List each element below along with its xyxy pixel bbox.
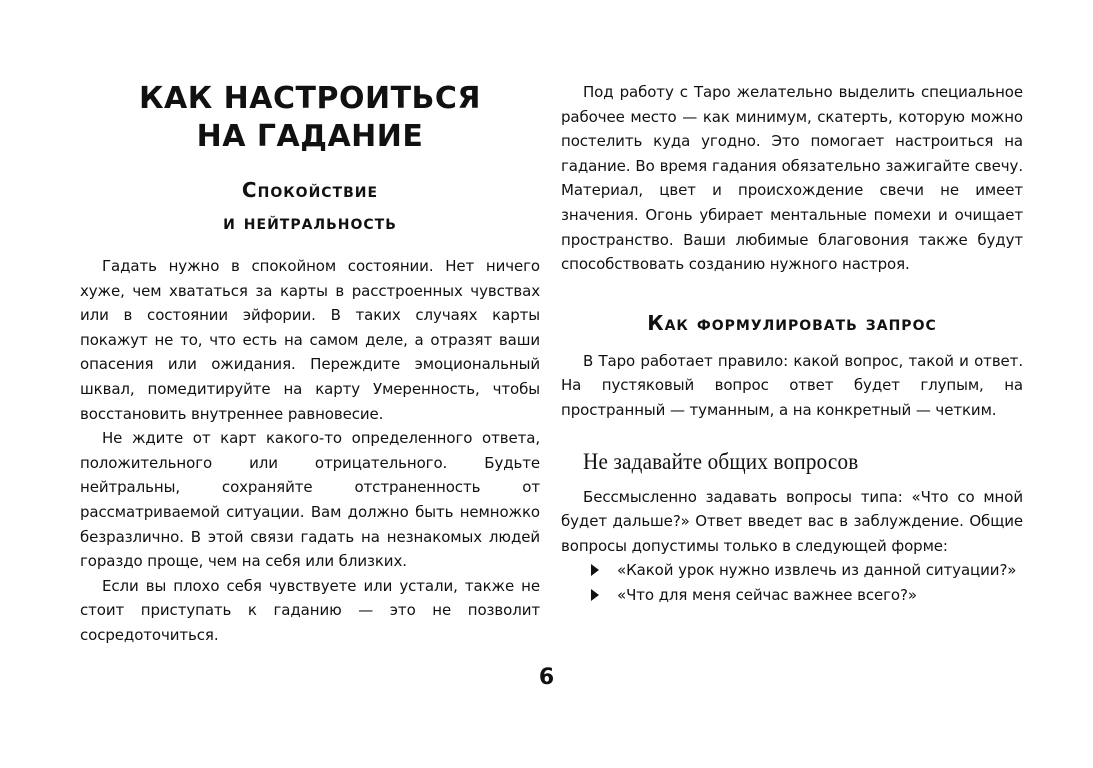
section-heading-query [561, 307, 1023, 339]
paragraph-general-questions: Бессмысленно задавать вопросы типа: «Что со мной будет дальше?» Ответ введет вас в заблуждение. Общие вопросы допустимы только в следующей форме: [561, 487, 1023, 555]
right-column [561, 80, 1023, 608]
triangle-bullet-icon [591, 564, 599, 576]
paragraph-calm-2: Не ждите от карт какого-то определенного ответа, положительного или отрицательного. Будьте нейтральны, сохраняйте отстраненность от рассматриваемой ситуации. Вам должно быть немножко безразлично. В этой связи гадать на незнакомых людей гораздо проще, чем на себя или близких. [80, 429, 540, 571]
list-item-text: «Что для меня сейчас важнее всего?» [617, 585, 917, 604]
section-heading-calm-line1: Спокойствие [241, 178, 379, 202]
paragraph-calm-1: Гадать нужно в спокойном состоянии. Нет ничего хуже, чем хвататься за карты в расстроенных чувствах или в состоянии эйфории. В таких случаях карты покажут не то, что есть на самом деле, а отразят ваши опасения или ожидания. Переждите эмоциональный шквал, помедитируйте на карту Умеренность, чтобы восстановить внутреннее равновесие. [80, 257, 540, 423]
list-item [561, 583, 1023, 608]
question-list [561, 558, 1023, 607]
chapter-title-line1: КАК НАСТРОИТЬСЯ [138, 81, 482, 116]
left-column [80, 70, 540, 648]
triangle-bullet-icon [591, 589, 599, 601]
paragraph-workplace: Под работу с Таро желательно выделить специальное рабочее место — как минимум, скатерть, которую можно постелить куда угодно. Это помогает настроиться на гадание. Во время гадания обязательно зажигайте свечу. Материал, цвет и происхождение свечи не имеет значения. Огонь убирает ментальные помехи и очищает пространство. Ваши любимые благовония также будут способствовать созданию нужного настроя. [561, 83, 1023, 274]
list-item-text: «Какой урок нужно извлечь из данной ситуации?» [617, 561, 1017, 580]
section-heading-calm [80, 174, 540, 238]
section-heading-calm-line2: и нейтральность [223, 210, 397, 234]
chapter-title [80, 80, 540, 156]
subsection-heading-general-questions: Не задавайте общих вопросов [583, 448, 859, 474]
section-heading-query-text: Как формулировать запрос [647, 310, 937, 335]
paragraph-calm-3: Если вы плохо себя чувствуете или устали, также не стоит приступать к гаданию — это не позволит сосредоточиться. [80, 576, 540, 644]
list-item [561, 558, 1023, 583]
paragraph-query-rule: В Таро работает правило: какой вопрос, такой и ответ. На пустяковый вопрос ответ будет глупым, на пространный — туманным, а на конкретный — четким. [561, 351, 1023, 419]
chapter-title-line2: НА ГАДАНИЕ [196, 119, 424, 154]
page-number: 6 [538, 665, 555, 690]
